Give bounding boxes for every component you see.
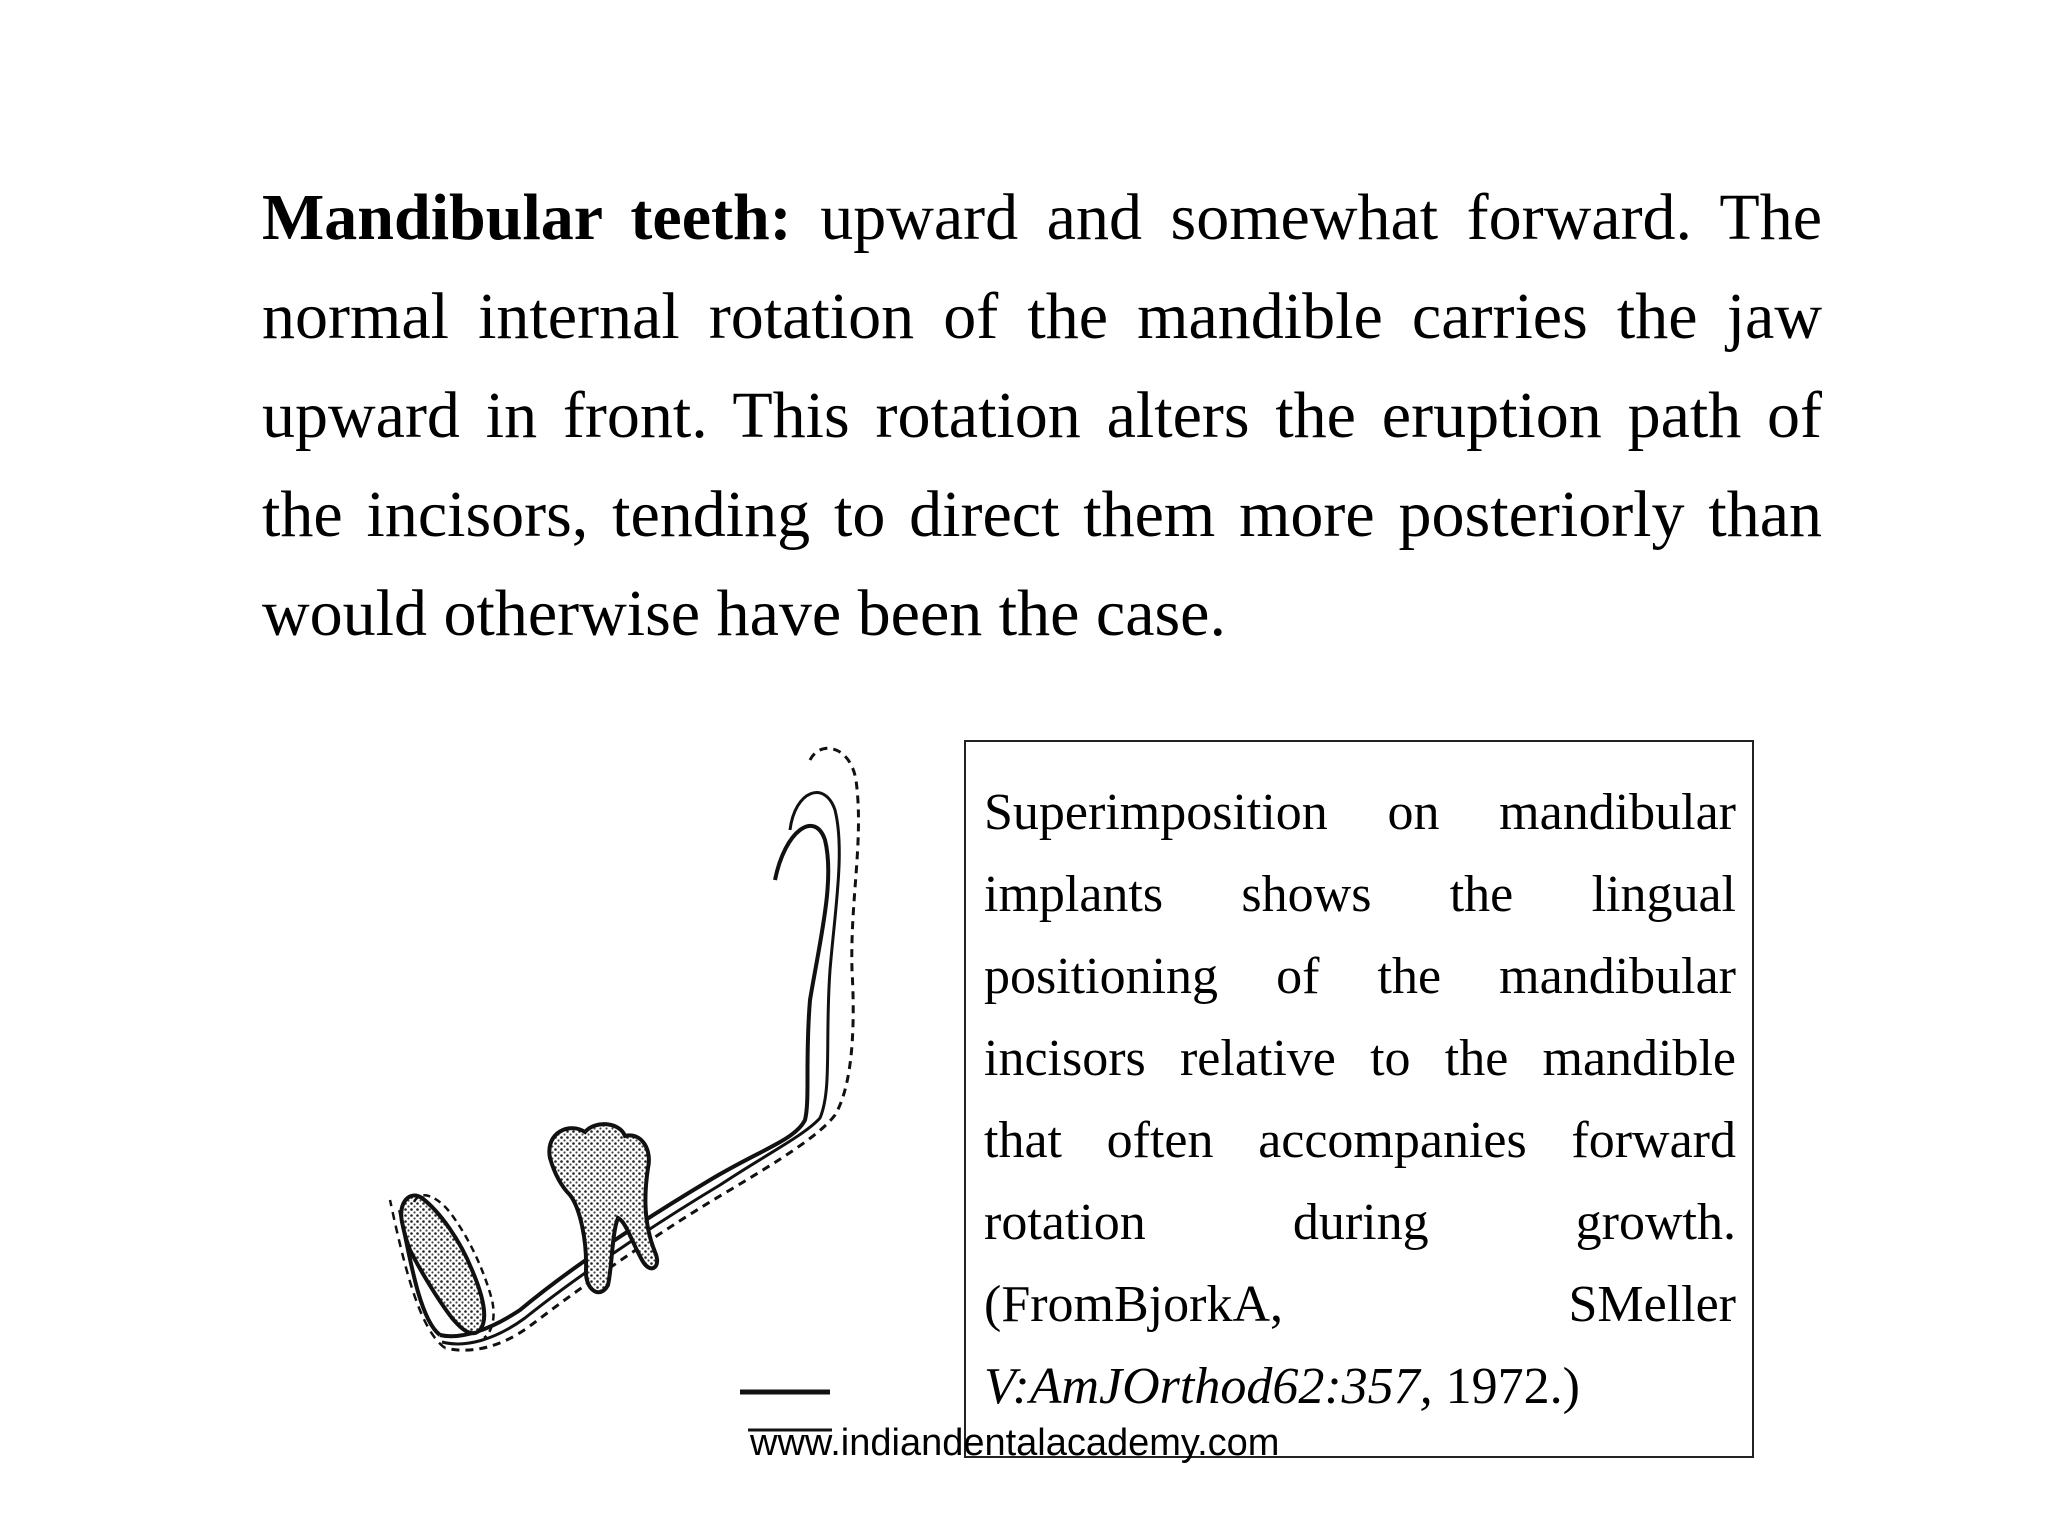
mandible-superimposition-figure bbox=[380, 740, 940, 1460]
symphysis-outline-solid-1 bbox=[440, 826, 828, 1336]
main-paragraph bbox=[262, 168, 1822, 663]
watermark-url: www.indiandentalacademy.com bbox=[750, 1422, 1280, 1464]
caption-main: Superimposition on mandibular implants shows the lingual positioning of the mandibular incisors relative to the mandible that often accompanies forward rotation during growth. (FromBjorkA, SMeller bbox=[984, 784, 1736, 1333]
caption-journal: V:AmJOrthod62:357, bbox=[984, 1358, 1433, 1415]
caption-box bbox=[964, 740, 1754, 1458]
caption-reference-line bbox=[984, 1346, 1736, 1428]
figure-caption bbox=[984, 772, 1736, 1428]
molar-tooth-icon bbox=[549, 1124, 657, 1292]
paragraph-body: upward and somewhat forward. The normal internal rotation of the mandible carries the jaw upward in front. This rotation alters the eruption path of the incisors, tending to direct them more posteriorly than would otherwise have been the case. bbox=[262, 181, 1823, 650]
caption-year: 1972.) bbox=[1432, 1358, 1580, 1415]
paragraph-lead: Mandibular teeth: bbox=[262, 181, 792, 254]
incisor-tooth-icon bbox=[401, 1195, 484, 1333]
